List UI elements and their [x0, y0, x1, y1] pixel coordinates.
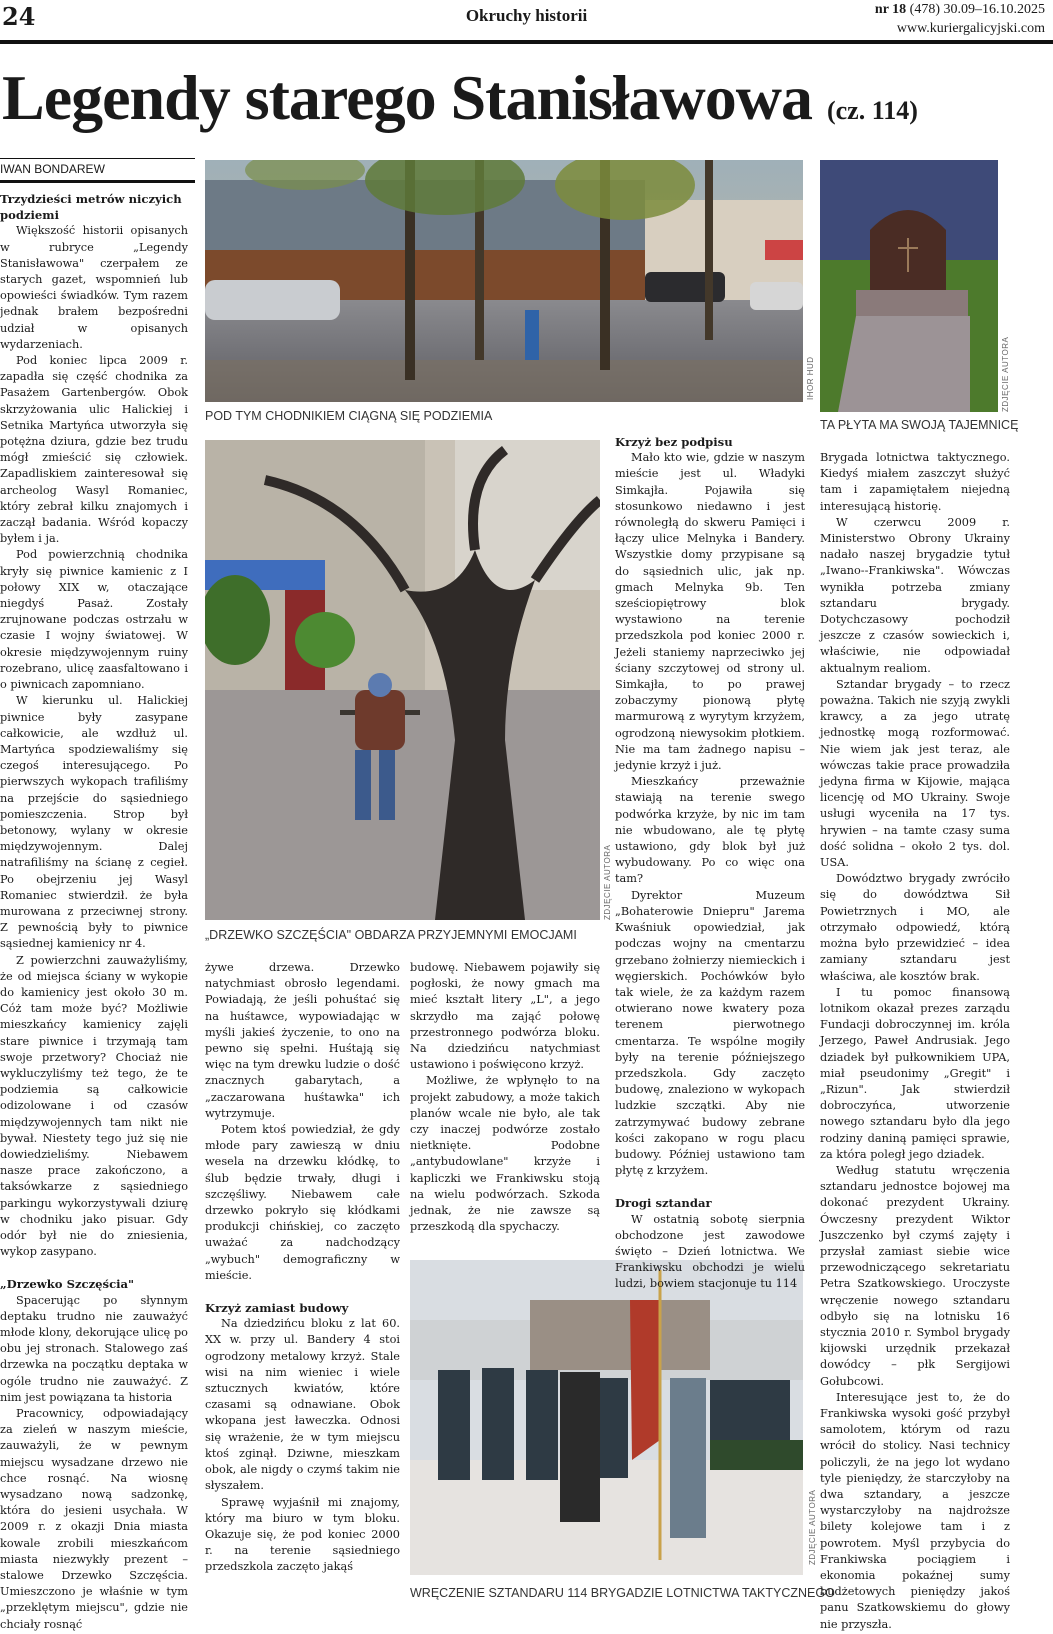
- photo-credit-tree: ZDJĘCIE AUTORA: [603, 844, 612, 920]
- plate-image: [820, 160, 998, 412]
- photo-happiness-tree: [205, 440, 600, 920]
- photo-marble-plate: [820, 160, 998, 412]
- column-2: [205, 960, 400, 1576]
- subheading-krzyz-bez-podpisu: Krzyż bez podpisu: [615, 435, 733, 449]
- page-number: 24: [2, 2, 36, 31]
- photo-banner-ceremony: [410, 1260, 803, 1575]
- caption-ceremony: WRĘCZENIE SZTANDARU 114 BRYGADZIE LOTNICTWA TAKTYCZNEGO: [410, 1586, 835, 1600]
- article-title: [2, 62, 918, 147]
- photo-credit-street: IHOR HUD: [806, 356, 815, 400]
- caption-street: POD TYM CHODNIKIEM CIĄGNĄ SIĘ PODZIEMIA: [205, 409, 493, 423]
- caption-tree: „DRZEWKO SZCZĘŚCIA" OBDARZA PRZYJEMNYMI EMOCJAMI: [205, 928, 577, 942]
- paragraph: Z powierzchni zauważyliśmy, że od miejsca ściany w wykopie do kamienicy jest około 30 m. Cóż tam może być? Możliwie mieszkańcy kamienicy zajęli stare piwnice i trzymają tam swoje przetwory? Chociaż nie wykluczyliśmy też tego, że te podziemia są całkowicie odizolowane i od czasów międzywojennych tam nikt nie bywał. Niestety tego już się nie dowiedzieliśmy. Niebawem nasze prace zakończono, a taksówkarze z sąsiedniego parkingu wykorzystywali dziurę w chodniku jako pisuar. Gdy odór był nie do zniesienia, wykop zasypano.: [0, 953, 188, 1259]
- issue-info: [875, 0, 1045, 38]
- paragraph: W kierunku ul. Halickiej piwnice były zasypane całkowicie, ale wzdłuż ul. Martyńca spodziewaliśmy się czegoś interesującego. Po pierwszych wykopach trafiliśmy na przejście do sąsiedniego pomieszczenia. Strop był betonowy, wylany w okresie międzywojennym. Dalej natrafiliśmy na ścianę z cegieł. Po obejrzeniu jej Wasyl Romaniec stwierdził. że była murowana z przeciwnej strony. Z pewnością były to piwnice sąsiednej kamienicy nr 4.: [0, 694, 188, 951]
- paragraph: budowę. Niebawem pojawiły się pogłoski, że nowy gmach ma mieć kształt litery „L", a jego skrzydło ma zająć połowę przestronnego podwórza bloku. Na dziedzińcu natychmiast ustawiono i poświęcono krzyż.: [410, 961, 600, 1072]
- article-title-text: Legendy starego Stanisławowa: [2, 62, 812, 133]
- photo-street-sidewalk: [205, 160, 803, 402]
- tree-image: [205, 440, 600, 920]
- street-image: [205, 160, 803, 402]
- paragraph: Sztandar brygady – to rzecz poważna. Takich nie szyją zwykli krawcy, a za jego utratę jednostkę mogą rozformować. Nie wiem jak jest teraz, ale wówczas takie prace prowadziła jedyna firma w Kijowie, mająca licencję od MO Ukrainy. Swoje usługi wyceniła na 17 tys. hrywien – na tamte czasy suma dość solidna – około 2 tys. dol. USA.: [820, 677, 1010, 870]
- paragraph: Możliwe, że wpłynęło to na projekt zabudowy, a może takich planów wcale nie było, ale tak czy inaczej podwórze zostało nietknięte. Podobne „antybudowlane" krzyże i kapliczki we Frankiwsku stoją na wielu podwórzach. Szkoda jednak, że nie zawsze są przeszkodą dla spychaczy.: [410, 1074, 600, 1234]
- paragraph: W czerwcu 2009 r. Ministerstwo Obrony Ukrainy nadało naszej brygadzie tytuł „Iwano--Frankiwska". Wówczas wynikła potrzeba zmiany sztandaru brygady. Dotychczasowy pochodził jeszcze z czasów sowieckich i, właściwie, nie odpowiadał aktualnym realiom.: [820, 515, 1010, 675]
- paragraph: Spacerując po słynnym deptaku trudno nie zauważyć młode klony, dekorujące ulicę po obu jej stronach. Stalowego zaś drzewka na początku deptaka w ogóle trudno nie zauważyć. Z nim jest powiązana ta historia: [0, 1293, 188, 1404]
- issue-dates: (478) 30.09–16.10.2025: [909, 2, 1045, 17]
- subheading-podziemi: Trzydzieści metrów niczyich podziemi: [0, 192, 182, 223]
- photo-credit-ceremony: ZDJĘCIE AUTORA: [808, 1489, 817, 1565]
- paragraph: Pracownicy, odpowiadający za zieleń w naszym mieście, zauważyli, że w pewnym miejscu wysadzane drzewo nie chce rosnąć. Na wiosnę wysadzano nową sadzonkę, która do jesieni usychała. W 2009 r. z okazji Dnia miasta kowale zrobili mieszkańcom miasta niezwykły prezent – stalowe Drzewko Szczęścia. Umieszczono je właśnie w tym „przeklętym miejscu", gdzie nie chciały rosnąć: [0, 1407, 188, 1631]
- caption-plate: TA PŁYTA MA SWOJĄ TAJEMNICĘ: [820, 418, 1019, 432]
- column-5: [820, 450, 1010, 1633]
- issue-number: nr 18: [874, 2, 907, 17]
- paragraph: Dyrektor Muzeum „Bohaterowie Dniepru" Jarema Kwaśniuk opowiedział, jak podczas wojny na cmentarzu grzebano żołnierzy niemieckich i węgierskich. Pochówków było tak wiele, że za każdym razem otwierano nowe kwatery poza terenem pierwotnego cmentarza. Te wspólne mogiły były na terenie późniejszego przedszkola. Gdy zaczęto budowę, znaleziono w wykopach ludzkie szczątki. Aby nie zatrzymywać budowy zebrane kości zakopano w rogu placu budowy. Później ustawiono tam płytę z krzyżem.: [615, 888, 805, 1178]
- website-link[interactable]: www.kuriergalicyjski.com: [896, 21, 1045, 36]
- paragraph: Na dziedzińcu bloku z lat 60. XX w. przy ul. Bandery 4 stoi ogrodzony metalowy krzyż. Stale wisi na nim wieniec i wiele sztucznych kwiatów, które czasami są odnawiane. Obok wkopana jest ławeczka. Odnosi się wrażenie, że w tym miejscu ktoś zginął. Dziwne, mieszkam obok, ale nigdy o czymś takim nie słyszałem.: [205, 1317, 400, 1493]
- subheading-drogi-sztandar: Drogi sztandar: [615, 1196, 712, 1211]
- byline-rule-top: [0, 158, 195, 159]
- paragraph: Potem ktoś powiedział, że gdy młode pary zawieszą w dniu wesela na drzewku kłódkę, to ślub będzie trwały, długi i szczęśliwy. Niebawem całe drzewko pokryło się kłódkami produkcji chińskiej, co zaczęto uważać za nadchodzący „wybuch" demograficzny w mieście.: [205, 1123, 400, 1282]
- paragraph: Sprawę wyjaśnił mi znajomy, który ma biuro w tym bloku. Okazuje się, że pod koniec 2000 r. na terenie sąsiedniego przedszkola zaczęto jakąś: [205, 1495, 400, 1574]
- paragraph: Mieszkańcy przeważnie stawiają na terenie swego podwórka krzyże, by nic im tam nie wbudowano, ale tę płytę ustawiono, gdy blok był już wybudowany. Po co więc ona tam?: [615, 775, 805, 886]
- header-rule: [0, 40, 1053, 44]
- paragraph: W ostatnią sobotę sierpnia obchodzone jest zawodowe święto – Dzień lotnictwa. We Frankiwsku obchodzi je wielu ludzi, bowiem stacjonuje tu 114: [615, 1212, 805, 1291]
- section-title: Okruchy historii: [465, 6, 588, 25]
- author-byline: IWAN BONDAREW: [0, 162, 105, 176]
- photo-credit-plate: ZDJĘCIE AUTORA: [1001, 336, 1010, 412]
- ceremony-image: [410, 1260, 803, 1575]
- paragraph: żywe drzewa. Drzewko natychmiast obrosło legendami. Powiadają, że jeśli pohuśtać się na huśtawce, wypowiadając w myśli jakieś życzenie, to ono na pewno się spełni. Huśtają się więc na tym drewku ludzie o dość znacznych gabarytach, a „zaczarowana huśtawka" ich wytrzymuje.: [205, 961, 400, 1120]
- paragraph: I tu pomoc finansową lotnikom okazał prezes zarządu Fundacji dobroczynnej im. króla Jerzego, Paweł Andrusiak. Jego dziadek był pułkownikiem UPA, miał pseudonimy „Gregit" i „Rizun". Jak stwierdził dobroczyńca, utworzenie nowego sztandaru było dla jego rodziny daniną pamięci sprawie, za która poległ jego dziadek.: [820, 985, 1010, 1161]
- column-1: [0, 191, 188, 1633]
- paragraph: Interesujące jest to, że do Frankiwska wysoki gość przybył samolotem, którym od razu wrócił do stolicy. Nasi technicy policzyli, że na jego lot wydano tyle pieniędzy, że starczyłoby na dwa sztandary, a jeszcze wystarczyłoby na najdroższe bilety kolejowe tam i z powrotem. Myśl przybycia do Frankiwska pociągiem i ekonomia pokaźnej sumy budżetowych pieniędzy jakoś panu Szatkowskiemu do głowy nie przyszła.: [820, 1390, 1010, 1631]
- subheading-drzewko: „Drzewko Szczęścia": [0, 1277, 135, 1292]
- paragraph: Większość historii opisanych w rubryce „Legendy Stanisławowa" czerpałem ze starych gazet, wspomnień lub opowieści świadków. Tym razem jednak brałem bezpośredni udział w opisanych wydarzeniach.: [0, 224, 188, 351]
- paragraph: Brygada lotnictwa taktycznego. Kiedyś miałem zaszczyt służyć tam i zapamiętałem niejedną interesującą historię.: [820, 451, 1010, 513]
- subheading-krzyz-zamiast-budowy: Krzyż zamiast budowy: [205, 1301, 349, 1316]
- column-3: [410, 960, 600, 1235]
- paragraph: Pod powierzchnią chodnika kryły się piwnice kamienic z I połowy XIX w, otaczające niegdyś Pasaż. Zostały zrujnowane podczas ostrzału w czasie I wojny światowej. W okresie międzywojennym ruiny rozebrano, ulicę zaasfaltowano i o piwnicach zapomniano.: [0, 548, 188, 692]
- paragraph: Według statutu wręczenia sztandaru jednostce bojowej ma dokonać prezydent Ukrainy. Ówczesny prezydent Wiktor Juszczenko był czymś zajęty i przysłał zamiast siebie wice przewodniczącego sekretariatu Petra Szatkowskiego. Uroczyste wręczenie nowego sztandaru odbyło się na lotnisku 16 stycznia 2010 r. Symbol brygady kijowski urzędnik przekazał dowódcy – płk Sergijowi Gołubcowi.: [820, 1163, 1010, 1388]
- paragraph: Dowództwo brygady zwróciło się do dowództwa Sił Powietrznych i MO, ale otrzymało odpowiedź, którą można było przewidzieć – idea zamiany sztandaru jest właściwa, ale kosztów brak.: [820, 872, 1010, 983]
- paragraph: Pod koniec lipca 2009 r. zapadła się część chodnika za Pasażem Gartenbergów. Obok skrzyżowania ulic Halickiej i Setnika Martyńca utworzyła się potężna dziura, gdzie bez trudu mógł zmieścić się człowiek. Zapadliskiem zainteresował się archeolog Wasyl Romaniec, który zebrał kilku znajomych i zaczął badania. Wśród kopaczy byłem i ja.: [0, 354, 188, 546]
- byline-rule-bottom: [0, 180, 195, 183]
- column-4: [615, 434, 805, 1293]
- paragraph: Mało kto wie, gdzie w naszym mieście jest ul. Władyki Simkajła. Pojawiła się stosunkowo niedawno i jest równoległą do skweru Pamięci i łączy ulice Melnyka i Bandery. Wszystkie domy przypisane są do sąsiednich ulic, jak np. gmach Melnyka 9b. Ten sześciopiętrowy blok wystawiono na terenie przedszkola pod koniec 2000 r. Jeżeli staniemy naprzeciwko jej ściany szczytowej od strony ul. Simkajła, to po prawej zobaczymy pionową płytę marmurową z wyrytym krzyżem, ogrodzoną niewysokim płotkiem. Nie ma tam żadnego napisu – jedynie krzyż i już.: [615, 451, 805, 773]
- article-part: (cz. 114): [826, 96, 918, 125]
